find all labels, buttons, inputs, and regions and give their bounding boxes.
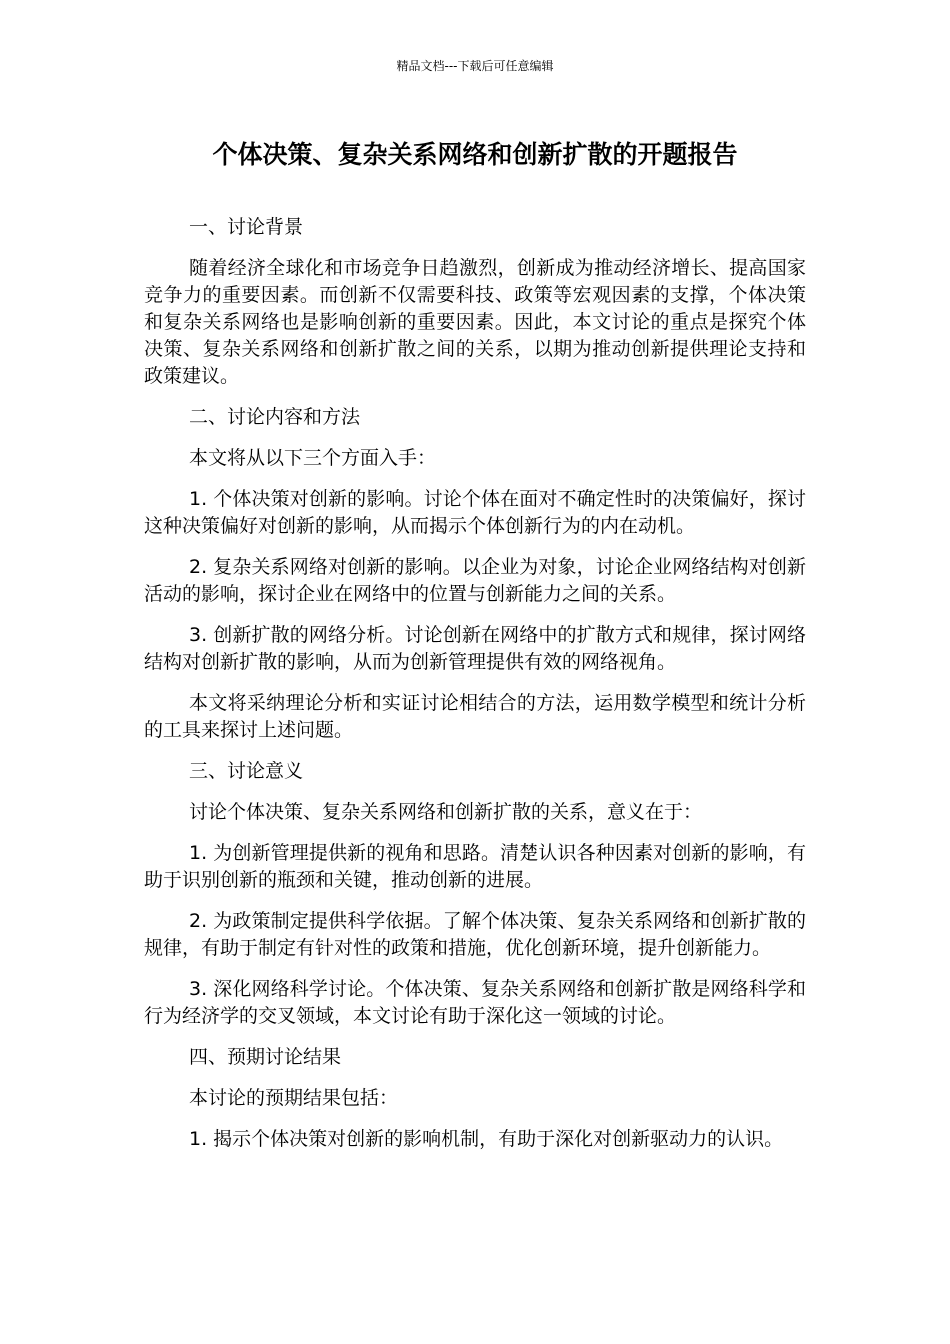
expected-results-intro-paragraph: 本讨论的预期结果包括： bbox=[189, 1087, 399, 1109]
section-heading-content-method: 二、讨论内容和方法 bbox=[189, 406, 361, 428]
document-body bbox=[144, 214, 806, 1167]
expected-results-item-1: 1. 揭示个体决策对创新的影响机制，有助于深化对创新驱动力的认识。 bbox=[189, 1128, 784, 1150]
content-item-1: 1. 个体决策对创新的影响。讨论个体在面对不确定性时的决策偏好，探讨这种决策偏好对创新的影响，从而揭示个体创新行为的内在动机。 bbox=[144, 488, 806, 537]
significance-item-3: 3. 深化网络科学讨论。个体决策、复杂关系网络和创新扩散是网络科学和行为经济学的交叉领域，本文讨论有助于深化这一领域的讨论。 bbox=[144, 978, 806, 1027]
section-heading-significance: 三、讨论意义 bbox=[189, 760, 304, 782]
significance-item-2: 2. 为政策制定提供科学依据。了解个体决策、复杂关系网络和创新扩散的规律，有助于制定有针对性的政策和措施，优化创新环境，提升创新能力。 bbox=[144, 910, 806, 959]
content-item-3: 3. 创新扩散的网络分析。讨论创新在网络中的扩散方式和规律，探讨网络结构对创新扩散的影响，从而为创新管理提供有效的网络视角。 bbox=[144, 624, 806, 673]
method-paragraph: 本文将采纳理论分析和实证讨论相结合的方法，运用数学模型和统计分析的工具来探讨上述问题。 bbox=[144, 692, 806, 741]
section-heading-expected-results: 四、预期讨论结果 bbox=[189, 1046, 342, 1068]
document-title: 个体决策、复杂关系网络和创新扩散的开题报告 bbox=[212, 140, 738, 169]
content-intro-paragraph: 本文将从以下三个方面入手： bbox=[189, 447, 437, 469]
page-header-note: 精品文档---下载后可任意编辑 bbox=[396, 59, 554, 73]
background-paragraph: 随着经济全球化和市场竞争日趋激烈，创新成为推动经济增长、提高国家竞争力的重要因素。而创新不仅需要科技、政策等宏观因素的支撑，个体决策和复杂关系网络也是影响创新的重要因素。因此，本文讨论的重点是探究个体决策、复杂关系网络和创新扩散之间的关系，以期为推动创新提供理论支持和政策建议。 bbox=[144, 257, 806, 387]
section-heading-background: 一、讨论背景 bbox=[189, 216, 304, 238]
significance-item-1: 1. 为创新管理提供新的视角和思路。清楚认识各种因素对创新的影响，有助于识别创新的瓶颈和关键，推动创新的进展。 bbox=[144, 842, 806, 891]
content-item-2: 2. 复杂关系网络对创新的影响。以企业为对象，讨论企业网络结构对创新活动的影响，探讨企业在网络中的位置与创新能力之间的关系。 bbox=[144, 556, 806, 605]
significance-intro-paragraph: 讨论个体决策、复杂关系网络和创新扩散的关系，意义在于： bbox=[189, 801, 703, 823]
